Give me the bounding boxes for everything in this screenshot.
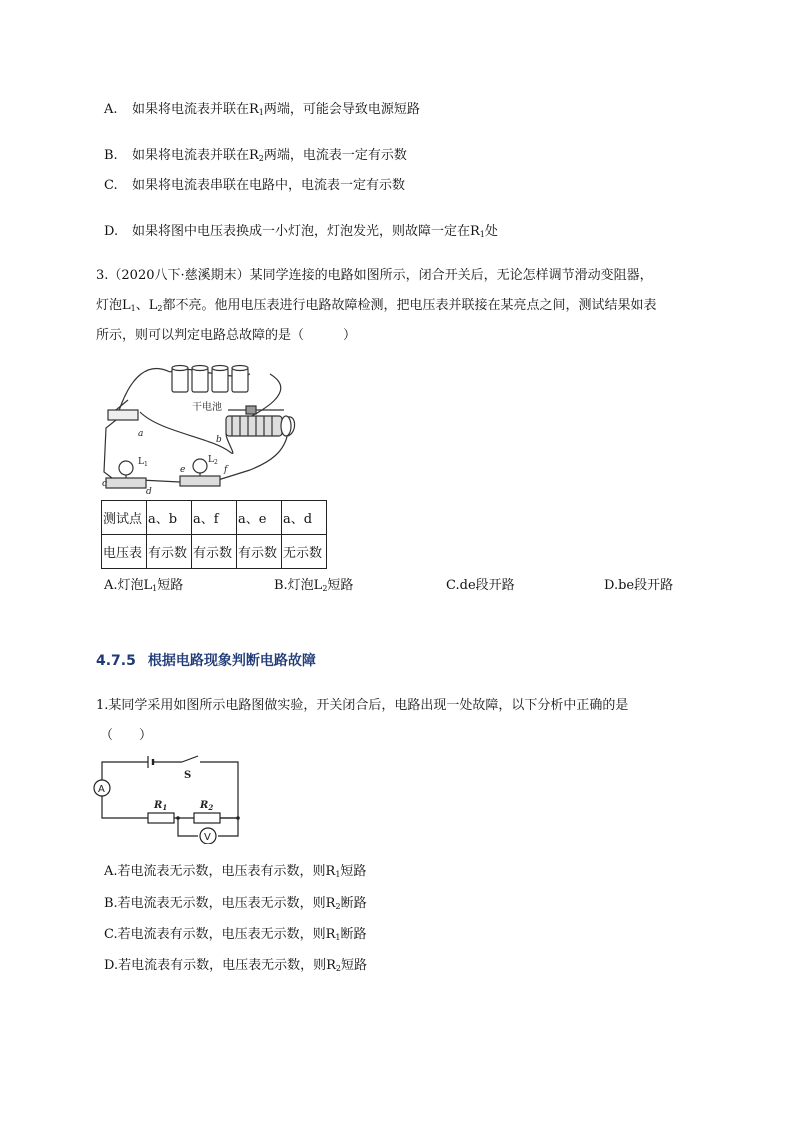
q2-option-d: D. 如果将图中电压表换成一小灯泡，灯泡发光，则故障一定在$R_1$处 bbox=[104, 224, 498, 239]
table-cell: 测试点 bbox=[102, 501, 147, 535]
junction-dot bbox=[236, 816, 240, 820]
point-e: e bbox=[180, 465, 186, 475]
junction-dot bbox=[176, 816, 180, 820]
lamp-1-label: $L_1$ bbox=[138, 457, 148, 468]
s1-stem-line2: （ ） bbox=[100, 728, 153, 743]
point-a: a bbox=[138, 429, 144, 439]
switch-label: S bbox=[184, 770, 192, 781]
table-cell: 有示数 bbox=[147, 535, 192, 569]
q2-option-b: B. 如果将电流表并联在$R_2$两端，电流表一定有示数 bbox=[104, 148, 407, 163]
table-row bbox=[102, 501, 327, 535]
q3-test-table bbox=[101, 500, 327, 569]
battery-pack bbox=[172, 366, 248, 393]
s1-option-d: D.若电流表有示数，电压表无示数，则$R_2$短路 bbox=[104, 958, 367, 973]
table-cell: 有示数 bbox=[192, 535, 237, 569]
point-c: c bbox=[102, 479, 108, 489]
table-cell: a、f bbox=[192, 501, 237, 535]
q3-circuit-figure bbox=[100, 352, 310, 500]
r2-label: $R_2$ bbox=[200, 800, 214, 812]
q2-option-a: A. 如果将电流表并联在$R_1$两端，可能会导致电源短路 bbox=[104, 102, 420, 117]
section-heading bbox=[96, 650, 316, 670]
s1-option-c: C.若电流表有示数，电压表无示数，则$R_1$断路 bbox=[104, 927, 367, 942]
rheostat-icon bbox=[226, 406, 291, 436]
table-cell: 电压表 bbox=[102, 535, 147, 569]
s1-option-a: A.若电流表无示数，电压表有示数，则$R_1$短路 bbox=[104, 864, 367, 879]
lamp-2-label: $L_2$ bbox=[208, 455, 218, 466]
section-title: 根据电路现象判断电路故障 bbox=[147, 653, 316, 669]
q3-option-d: D.be段开路 bbox=[604, 578, 674, 593]
section-number: 4.7.5 bbox=[96, 653, 136, 669]
resistor-r2 bbox=[194, 813, 220, 823]
point-b: b bbox=[216, 435, 222, 445]
point-f: f bbox=[224, 465, 228, 475]
q3-stem-line1: 3.（2020八下·慈溪期末）某同学连接的电路如图所示，闭合开关后，无论怎样调节滑动变阻器， bbox=[96, 268, 653, 283]
q3-option-c: C.de段开路 bbox=[446, 578, 515, 593]
battery-label: 干电池 bbox=[192, 402, 222, 413]
r1-label: $R_1$ bbox=[154, 800, 168, 812]
table-row bbox=[102, 535, 327, 569]
s1-stem-line1: 1.某同学采用如图所示电路图做实验，开关闭合后，电路出现一处故障，以下分析中正确的是 bbox=[96, 698, 629, 713]
q3-stem-line2: 灯泡$L_1$、$L_2$都不亮。他用电压表进行电路故障检测，把电压表并联接在某亮点之间，测试结果如表 bbox=[96, 298, 657, 313]
s1-option-b: B.若电流表无示数，电压表无示数，则$R_2$断路 bbox=[104, 896, 367, 911]
switch-icon bbox=[108, 400, 138, 420]
q3-stem-line3: 所示，则可以判定电路总故障的是（ ） bbox=[96, 328, 357, 343]
table-cell: a、e bbox=[237, 501, 282, 535]
table-cell: a、d bbox=[282, 501, 327, 535]
svg-text:A: A bbox=[98, 784, 105, 795]
resistor-r1 bbox=[148, 813, 174, 823]
table-cell: 有示数 bbox=[237, 535, 282, 569]
q2-option-c: C. 如果将电流表串联在电路中，电流表一定有示数 bbox=[104, 178, 406, 193]
switch-blade bbox=[182, 756, 198, 762]
table-cell: a、b bbox=[147, 501, 192, 535]
s1-circuit-figure bbox=[90, 752, 250, 844]
q3-option-b: B.灯泡$L_2$短路 bbox=[274, 578, 354, 593]
table-cell: 无示数 bbox=[282, 535, 327, 569]
svg-text:V: V bbox=[204, 832, 211, 843]
point-d: d bbox=[146, 487, 152, 497]
q3-option-a: A.灯泡$L_1$短路 bbox=[104, 578, 184, 593]
